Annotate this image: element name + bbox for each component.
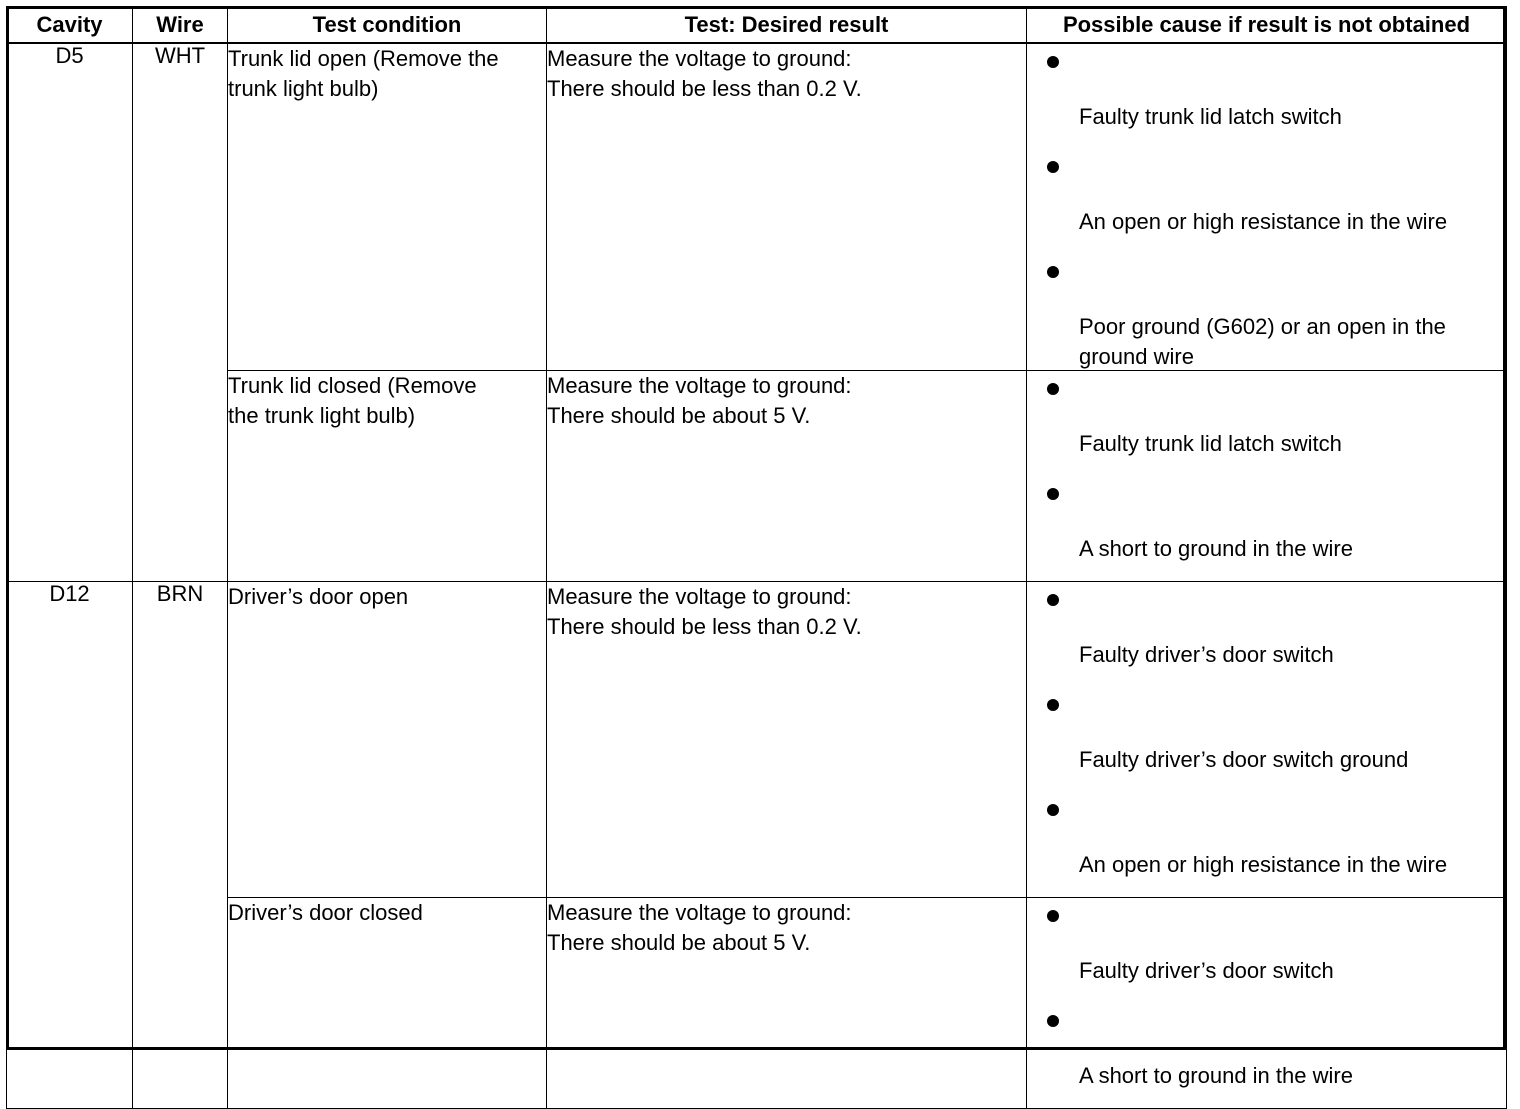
bullet-icon [1047, 266, 1059, 278]
cause-item [1027, 898, 1506, 1003]
cause-item [1027, 792, 1506, 897]
table-row [7, 581, 1507, 897]
wire-cell: WHT [133, 43, 228, 581]
possible-cause-cell [1027, 370, 1507, 581]
cause-item [1027, 1003, 1506, 1108]
test-condition-cell [228, 581, 547, 897]
cause-text: An open or high resistance in the wire [1079, 209, 1448, 234]
cause-item [1027, 149, 1506, 254]
cause-text: Faulty driver’s door switch ground [1079, 746, 1409, 772]
bullet-icon [1047, 383, 1059, 395]
cause-text: Faulty trunk lid latch switch [1079, 430, 1342, 456]
cause-text: Faulty trunk lid latch switch [1079, 104, 1342, 129]
test-condition-cell [228, 43, 547, 370]
table-row [7, 897, 1507, 1108]
test-condition-line: the trunk light bulb) [228, 402, 416, 428]
cause-item [1027, 44, 1506, 149]
test-condition-line: trunk light bulb) [228, 76, 379, 101]
cavity-cell: D12 [7, 581, 133, 1108]
bullet-icon [1047, 1015, 1059, 1027]
desired-result-line: There should be about 5 V. [547, 929, 811, 955]
cause-item [1027, 582, 1506, 687]
header-wire: Wire [133, 7, 228, 44]
cause-text: An open or high resistance in the wire [1079, 851, 1448, 877]
cause-text: Faulty driver’s door switch [1079, 641, 1334, 667]
desired-result-cell [547, 897, 1027, 1108]
cavity-cell: D5 [7, 43, 133, 581]
desired-result-line: Measure the voltage to ground: [547, 899, 852, 925]
cause-text: Poor ground (G602) or an open in the [1079, 314, 1446, 339]
cause-item [1027, 687, 1506, 792]
desired-result-line: There should be about 5 V. [547, 402, 811, 428]
possible-cause-cell [1027, 897, 1507, 1108]
possible-cause-cell [1027, 43, 1507, 370]
test-condition-line: Driver’s door closed [228, 899, 423, 925]
table-row [7, 43, 1507, 370]
cause-text: A short to ground in the wire [1079, 1062, 1353, 1088]
desired-result-line: Measure the voltage to ground: [547, 372, 852, 398]
test-condition-line: Trunk lid open (Remove the [228, 46, 499, 71]
bullet-icon [1047, 910, 1059, 922]
bullet-icon [1047, 594, 1059, 606]
header-desired-result: Test: Desired result [547, 7, 1027, 44]
desired-result-line: Measure the voltage to ground: [547, 583, 852, 609]
bullet-icon [1047, 804, 1059, 816]
cause-text: ground wire [1079, 344, 1194, 369]
bullet-icon [1047, 56, 1059, 68]
cause-text: A short to ground in the wire [1079, 535, 1353, 561]
header-test-condition: Test condition [228, 7, 547, 44]
desired-result-line: Measure the voltage to ground: [547, 46, 852, 71]
cause-item [1027, 254, 1506, 369]
header-row [7, 7, 1507, 44]
table-row [7, 370, 1507, 581]
desired-result-cell [547, 370, 1027, 581]
desired-result-line: There should be less than 0.2 V. [547, 76, 862, 101]
header-possible-cause: Possible cause if result is not obtained [1027, 7, 1507, 44]
cause-item [1027, 476, 1506, 581]
test-condition-cell [228, 370, 547, 581]
header-cavity: Cavity [7, 7, 133, 44]
bullet-icon [1047, 161, 1059, 173]
wire-cell: BRN [133, 581, 228, 1108]
cause-text: Faulty driver’s door switch [1079, 957, 1334, 983]
test-condition-line: Driver’s door open [228, 583, 409, 609]
bullet-icon [1047, 488, 1059, 500]
test-condition-line: Trunk lid closed (Remove [228, 372, 477, 398]
desired-result-cell [547, 43, 1027, 370]
diagnostic-table [6, 6, 1507, 1109]
desired-result-line: There should be less than 0.2 V. [547, 613, 862, 639]
possible-cause-cell [1027, 581, 1507, 897]
test-condition-cell [228, 897, 547, 1108]
desired-result-cell [547, 581, 1027, 897]
cause-item [1027, 371, 1506, 476]
bullet-icon [1047, 699, 1059, 711]
